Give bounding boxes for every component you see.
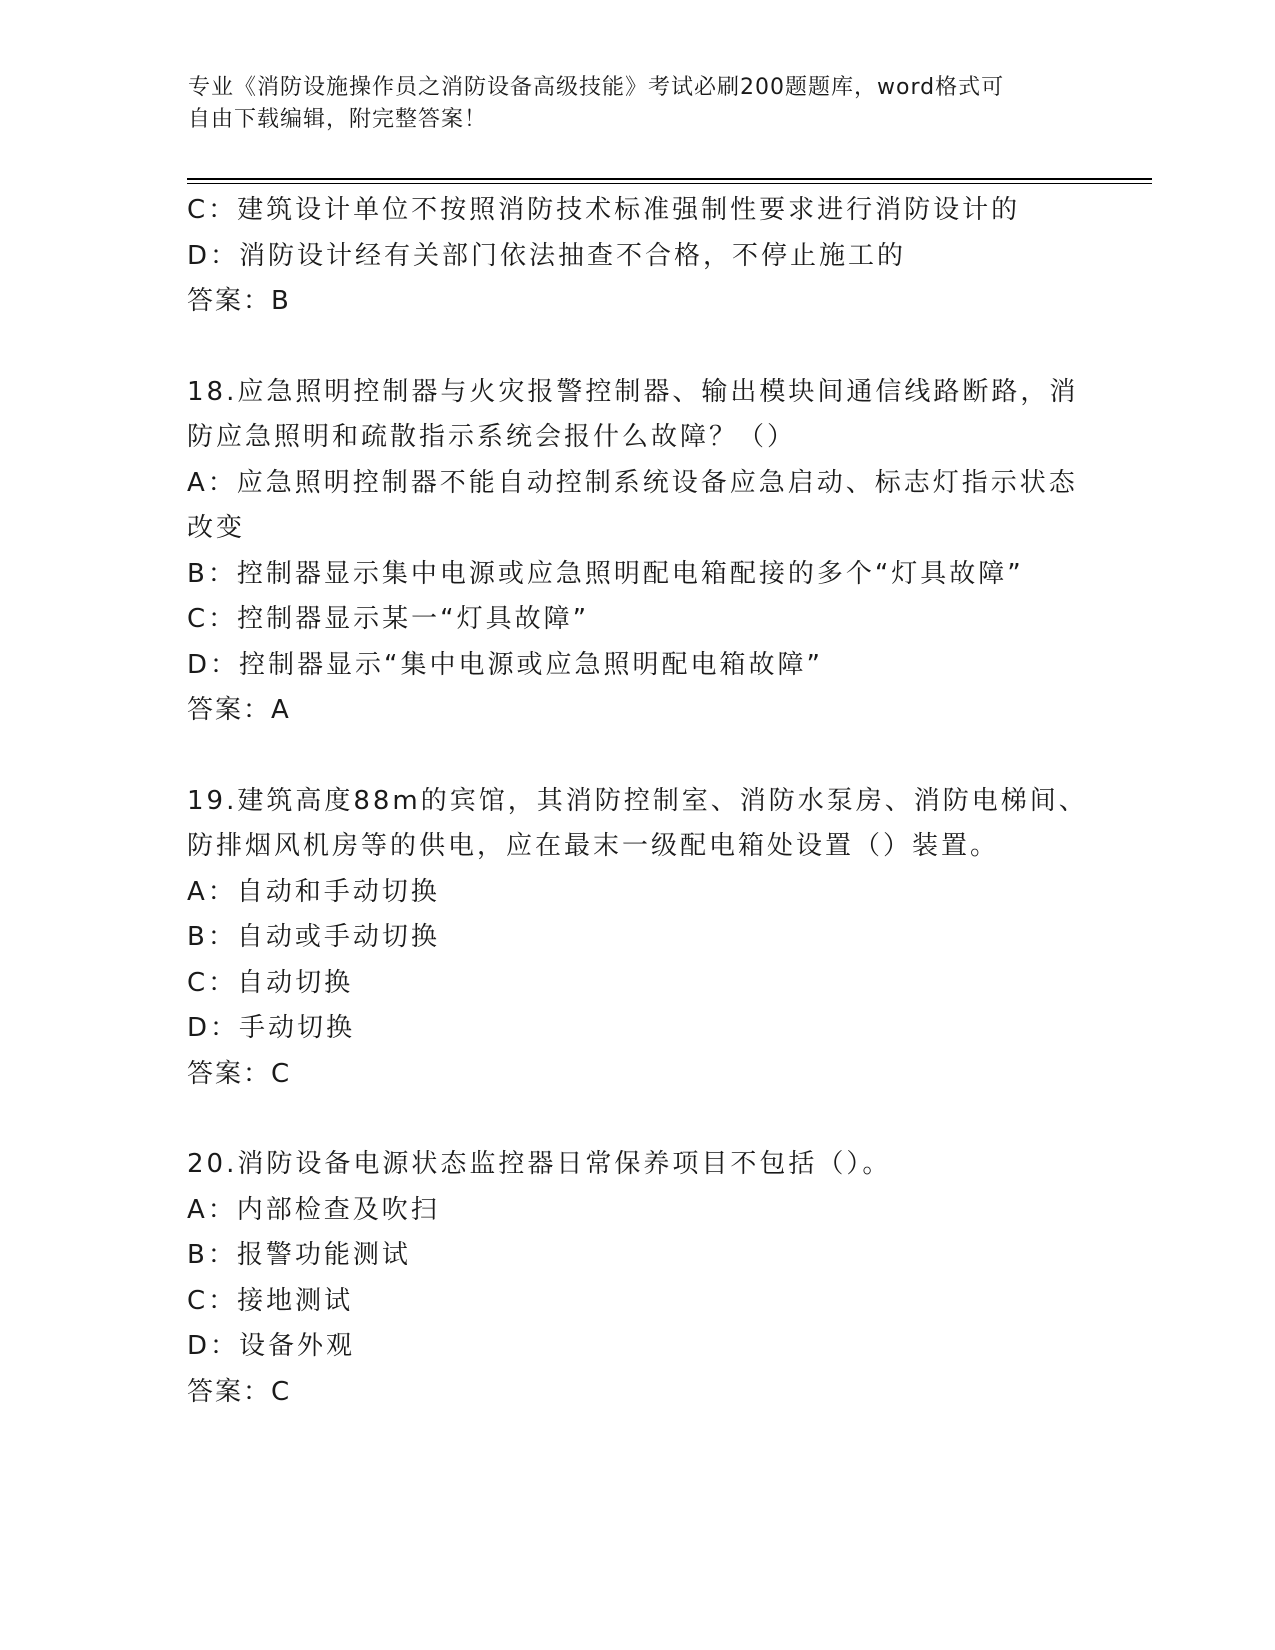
header-line-1: 专业《消防设施操作员之消防设备高级技能》考试必刷200题题库，word格式可 (188, 75, 1005, 100)
option-c: C：接地测试 (187, 1285, 354, 1316)
option-c: C：建筑设计单位不按照消防技术标准强制性要求进行消防设计的 (187, 195, 1021, 225)
question-title-cont: 防应急照明和疏散指示系统会报什么故障？（） (187, 422, 797, 452)
question-title-cont: 防排烟风机房等的供电，应在最末一级配电箱处设置（）装置。 (187, 831, 1000, 861)
question-18 (187, 370, 1087, 734)
question-title: 20.消防设备电源状态监控器日常保养项目不包括（）。 (187, 1149, 892, 1179)
question-20 (187, 1142, 1087, 1415)
header-line-2: 自由下载编辑，附完整答案！ (188, 107, 488, 132)
option-a-cont: 改变 (187, 513, 246, 543)
option-d: D：消防设计经有关部门依法抽查不合格，不停止施工的 (187, 240, 907, 271)
document-header (188, 72, 1068, 136)
header-divider-thick (187, 178, 1152, 180)
answer-line: 答案：C (187, 1376, 292, 1407)
question-19 (187, 779, 1087, 1098)
option-d: D：手动切换 (187, 1013, 356, 1043)
option-b: B：报警功能测试 (187, 1240, 411, 1270)
question-title: 19.建筑高度88m的宾馆，其消防控制室、消防水泵房、消防电梯间、 (187, 785, 1088, 816)
header-divider-thin (187, 183, 1152, 184)
option-a: A：应急照明控制器不能自动控制系统设备应急启动、标志灯指示状态 (187, 467, 1078, 498)
answer-line: 答案：A (187, 695, 291, 725)
option-b: B：自动或手动切换 (187, 922, 440, 952)
option-d: D：控制器显示“集中电源或应急照明配电箱故障” (187, 649, 823, 680)
answer-line: 答案：C (187, 1058, 292, 1089)
question-content (187, 188, 1087, 1415)
question-title: 18.应急照明控制器与火灾报警控制器、输出模块间通信线路断路，消 (187, 376, 1079, 407)
option-a: A：自动和手动切换 (187, 876, 440, 907)
answer-line: 答案：B (187, 286, 291, 316)
option-a: A：内部检查及吹扫 (187, 1194, 440, 1225)
prev-question-block (187, 188, 1087, 325)
option-b: B：控制器显示集中电源或应急照明配电箱配接的多个“灯具故障” (187, 558, 1024, 589)
option-c: C：自动切换 (187, 967, 354, 998)
option-c: C：控制器显示某一“灯具故障” (187, 604, 590, 634)
option-d: D：设备外观 (187, 1331, 356, 1361)
